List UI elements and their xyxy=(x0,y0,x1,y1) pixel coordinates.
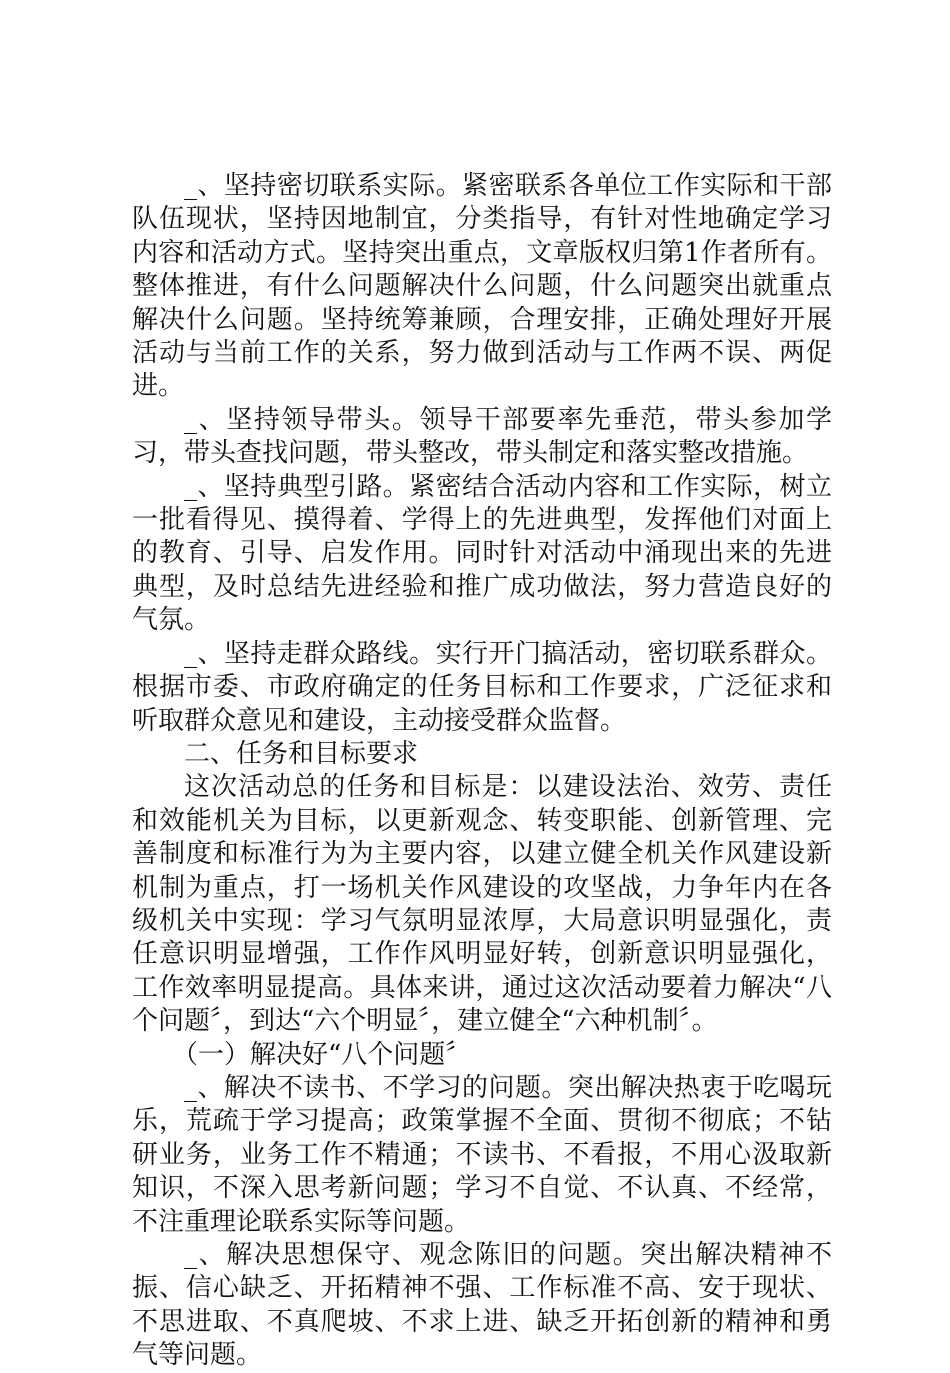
paragraph-contact-reality: _、坚持密切联系实际。紧密联系各单位工作实际和干部队伍现状，坚持因地制宜，分类指导，有针对性地确定学习内容和活动方式。坚持突出重点，文章版权归第1作者所有。整体推进，有什么问题解决什么问题，什么问题突出就重点解决什么问题。坚持统筹兼顾，合理安排，正确处理好开展活动与当前工作的关系，努力做到活动与工作两不误、两促进。 xyxy=(132,171,832,402)
section-heading-tasks: 二、任务和目标要求 xyxy=(184,738,419,769)
paragraph-no-reading: _、解决不读书、不学习的问题。突出解决热衷于吃喝玩乐，荒疏于学习提高；政策掌握不全面、贯彻不彻底；不钻研业务，业务工作不精通；不读书、不看报，不用心汲取新知识，不深入思考新问题；学习不自觉、不认真、不经常，不注重理论联系实际等问题。 xyxy=(132,1072,832,1237)
paragraph-models-guide: _、坚持典型引路。紧密结合活动内容和工作实际，树立一批看得见、摸得着、学得上的先进典型，发挥他们对面上的教育、引导、启发作用。同时针对活动中涌现出来的先进典型，及时总结先进经验和推广成功做法，努力营造良好的气氛。 xyxy=(132,471,832,636)
paragraph-tasks-goals: 这次活动总的任务和目标是：以建设法治、效劳、责任和效能机关为目标，以更新观念、转变职能、创新管理、完善制度和标准行为为主要内容，以建立健全机关作风建设新机制为重点，打一场机关作风建设的攻坚战，力争年内在各级机关中实现：学习气氛明显浓厚，大局意识明显强化，责任意识明显增强，工作作风明显好转，创新意识明显强化，工作效率明显提高。具体来讲，通过这次活动要着力解决“八个问题〞，到达“六个明显〞，建立健全“六种机制〞。 xyxy=(132,772,832,1037)
paragraph-leaders-lead: _、坚持领导带头。领导干部要率先垂范，带头参加学习，带头查找问题，带头整改，带头制定和落实整改措施。 xyxy=(132,404,832,469)
document-body xyxy=(132,170,832,1373)
subsection-heading-eight-problems: （一）解决好“八个问题〞 xyxy=(172,1039,472,1070)
paragraph-mass-line: _、坚持走群众路线。实行开门搞活动，密切联系群众。根据市委、市政府确定的任务目标和工作要求，广泛征求和听取群众意见和建设，主动接受群众监督。 xyxy=(132,638,832,736)
paragraph-conservative-thinking: _、解决思想保守、观念陈旧的问题。突出解决精神不振、信心缺乏、开拓精神不强、工作标准不高、安于现状、不思进取、不真爬坡、不求上进、缺乏开拓创新的精神和勇气等问题。 xyxy=(132,1240,832,1371)
